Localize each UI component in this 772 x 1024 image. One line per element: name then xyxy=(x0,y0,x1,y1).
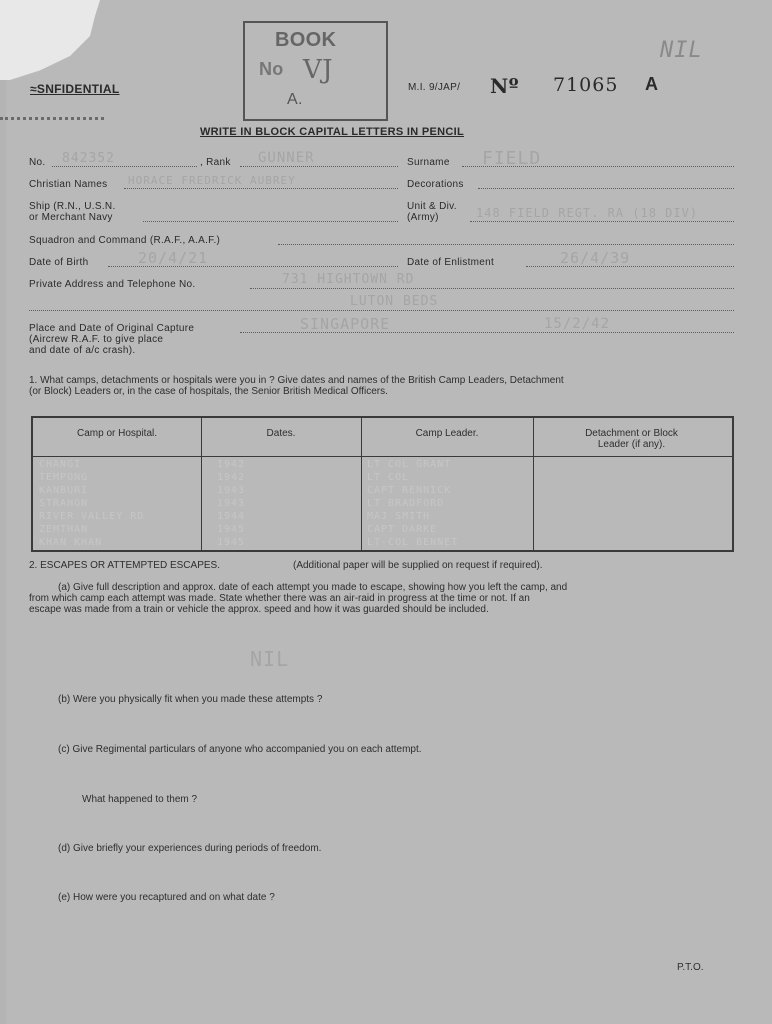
christian-names-line xyxy=(124,188,398,189)
table-row-4-date: 1943 xyxy=(217,498,246,509)
ship-line xyxy=(143,221,398,222)
table-row-1-camp: CHANGI xyxy=(39,459,82,470)
header-detachment: Detachment or Block xyxy=(585,428,678,439)
header-detachment-2: Leader (if any). xyxy=(597,439,666,450)
stamp-no-hand: VJ xyxy=(303,55,333,85)
address-value-1: 731 HIGHTOWN RD xyxy=(282,272,415,287)
table-row-3-camp: KANBURI xyxy=(39,485,89,496)
question-2-note: (Additional paper will be supplied on request if required). xyxy=(293,560,543,571)
address-line-1 xyxy=(250,288,734,289)
christian-names-label: Christian Names xyxy=(29,179,108,190)
question-2e: (e) How were you recaptured and on what date ? xyxy=(58,892,275,903)
capture-date: 15/2/42 xyxy=(544,316,611,332)
question-2-heading: 2. ESCAPES OR ATTEMPTED ESCAPES. xyxy=(29,560,220,571)
question-2b: (b) Were you physically fit when you made these attempts ? xyxy=(58,694,323,705)
unit-line xyxy=(470,221,734,222)
corner-note: NIL xyxy=(660,38,703,63)
ship-label-1: Ship (R.N., U.S.N. xyxy=(29,201,116,212)
enlist-value: 26/4/39 xyxy=(560,249,631,267)
table-row-7-leader: LT-COL BENNET xyxy=(367,537,459,548)
table-row-6-camp: ZEMTHAN xyxy=(39,524,89,535)
capture-label-1: Place and Date of Original Capture xyxy=(29,323,195,334)
table-row-7-date: 1945 xyxy=(217,537,246,548)
classification-label: ≈SNFIDENTIAL xyxy=(30,82,120,96)
surname-value: FIELD xyxy=(482,148,542,169)
rank-label: , Rank xyxy=(200,157,231,168)
instruction-heading: WRITE IN BLOCK CAPITAL LETTERS IN PENCIL xyxy=(200,126,464,138)
stamp-no: No xyxy=(259,59,284,79)
stamp-book: BOOK xyxy=(275,29,337,51)
rank-line xyxy=(240,166,398,167)
table-row-5-leader: MAJ SMITH xyxy=(367,511,431,522)
capture-value: SINGAPORE xyxy=(300,315,391,333)
unit-label-1: Unit & Div. xyxy=(407,201,457,212)
rank-value: GUNNER xyxy=(258,150,315,166)
table-row-1-date: 1942 xyxy=(217,459,246,470)
table-row-5-camp: RIVER VALLEY RD xyxy=(39,511,145,522)
header-dates: Dates. xyxy=(266,428,296,439)
no-label: No. xyxy=(29,157,46,168)
tag-string xyxy=(0,117,104,126)
camps-table xyxy=(31,416,734,552)
table-row-2-date: 1942 xyxy=(217,472,246,483)
serial-number: 71065 xyxy=(553,74,619,96)
table-row-2-camp: TEMPONG xyxy=(39,472,89,483)
dob-value: 20/4/21 xyxy=(138,249,209,267)
question-2d: (d) Give briefly your experiences during periods of freedom. xyxy=(58,843,322,854)
question-1-line-1: 1. What camps, detachments or hospitals were you in ? Give dates and names of the British Camp Leaders, Detachment xyxy=(29,375,564,386)
table-row-5-date: 1944 xyxy=(217,511,246,522)
no-line xyxy=(52,166,197,167)
table-row-1-leader: LT COL GRANT xyxy=(367,459,452,470)
table-row-7-camp: KHAN KHAN xyxy=(39,537,103,548)
surname-label: Surname xyxy=(407,157,450,168)
table-row-2-leader: LT COL xyxy=(367,472,410,483)
dob-label: Date of Birth xyxy=(29,257,89,268)
enlist-label: Date of Enlistment xyxy=(407,257,495,268)
squadron-label: Squadron and Command (R.A.F., A.A.F.) xyxy=(29,235,221,246)
serial-suffix: A xyxy=(645,74,659,94)
capture-label-2: (Aircrew R.A.F. to give place xyxy=(29,334,164,345)
stamp-a: A. xyxy=(287,91,303,108)
pto-label: P.T.O. xyxy=(677,962,704,973)
no-value: 842352 xyxy=(62,151,115,166)
mi-reference: M.I. 9/JAP/ xyxy=(408,82,461,93)
unit-label-2: (Army) xyxy=(407,212,439,223)
address-value-2: LUTON BEDS xyxy=(350,294,439,309)
address-line-2 xyxy=(29,310,734,311)
question-2a-line-1: (a) Give full description and approx. date of each attempt you made to escape, showing how you left the camp, and xyxy=(58,582,568,593)
header-leader: Camp Leader. xyxy=(415,428,479,439)
question-2c: (c) Give Regimental particulars of anyone who accompanied you on each attempt. xyxy=(58,744,422,755)
number-symbol: Nº xyxy=(490,74,519,98)
unit-value: 148 FIELD REGT. RA (18 DIV) xyxy=(476,206,699,220)
book-stamp xyxy=(243,21,388,121)
christian-names-value: HORACE FREDRICK AUBREY xyxy=(128,174,296,187)
address-label: Private Address and Telephone No. xyxy=(29,279,196,290)
capture-label-3: and date of a/c crash). xyxy=(29,345,136,356)
ship-label-2: or Merchant Navy xyxy=(29,212,113,223)
table-row-6-leader: CAPT DARKE xyxy=(367,524,438,535)
question-1-line-2: (or Block) Leaders or, in the case of hospitals, the Senior British Medical Officers. xyxy=(29,386,388,397)
question-2a-line-2: from which camp each attempt was made. State whether there was an air-raid in progress at the time or not. If an xyxy=(29,593,530,604)
table-row-4-camp: STRAHON xyxy=(39,498,89,509)
table-row-3-date: 1943 xyxy=(217,485,246,496)
decorations-line xyxy=(478,188,734,189)
header-divider xyxy=(33,456,732,457)
question-2a-line-3: escape was made from a train or vehicle the approx. speed and how it was guarded should be included. xyxy=(29,604,489,615)
question-2a-answer: NIL xyxy=(250,647,290,671)
squadron-line xyxy=(278,244,734,245)
table-row-6-date: 1945 xyxy=(217,524,246,535)
table-row-4-leader: LT BRADFORD xyxy=(367,498,445,509)
question-2c-followup: What happened to them ? xyxy=(82,794,198,805)
header-camp: Camp or Hospital. xyxy=(76,428,158,439)
decorations-label: Decorations xyxy=(407,179,464,190)
table-row-3-leader: CAPT RENNICK xyxy=(367,485,452,496)
